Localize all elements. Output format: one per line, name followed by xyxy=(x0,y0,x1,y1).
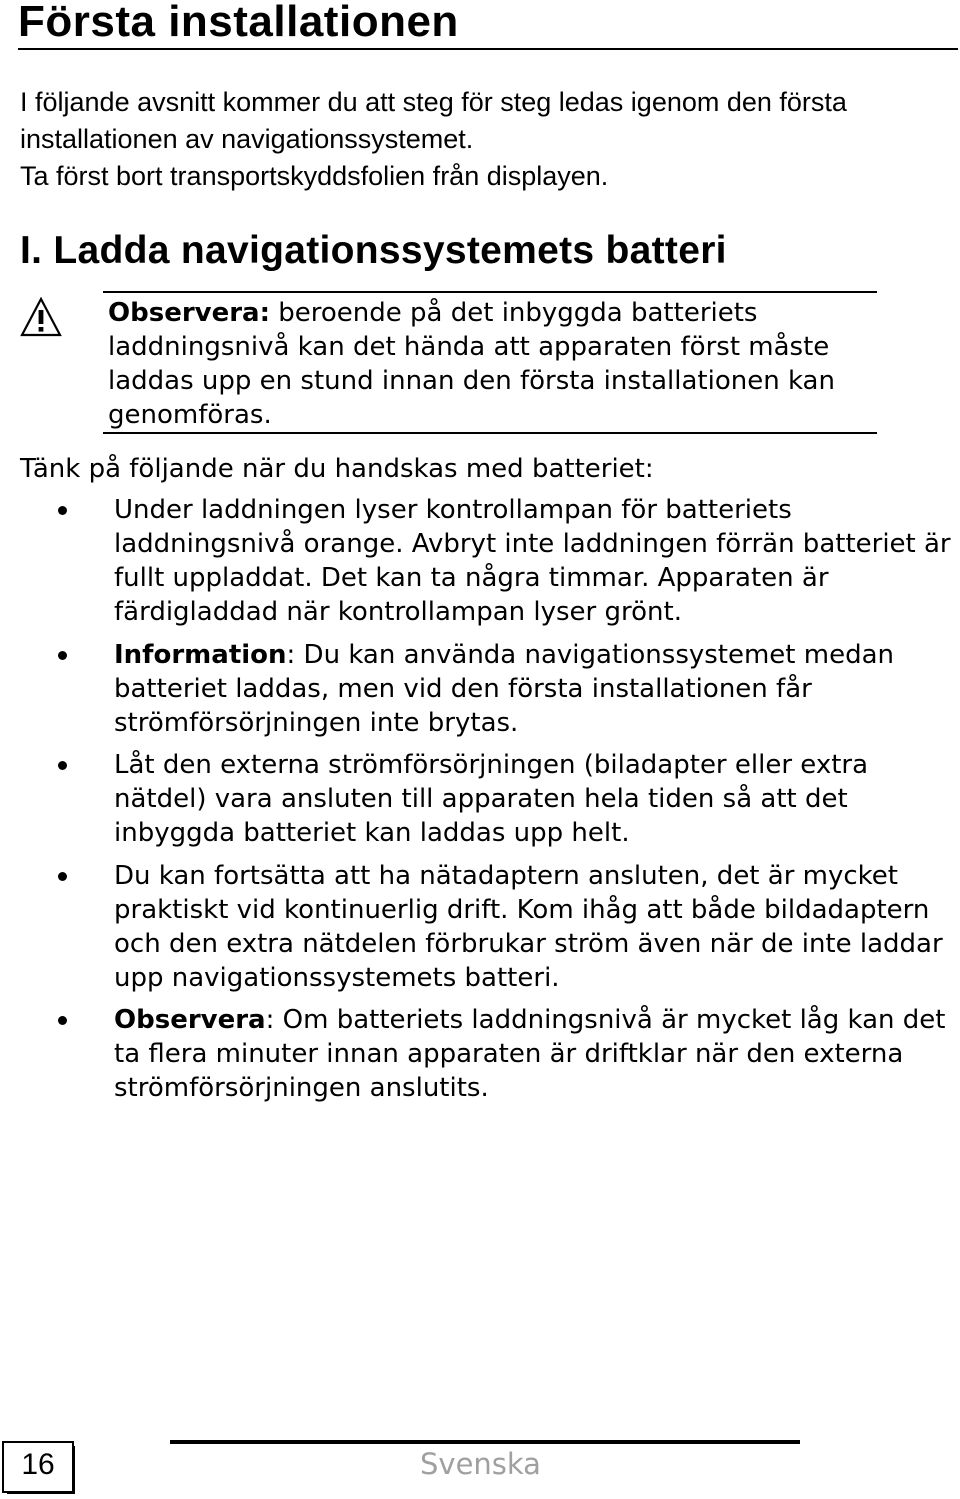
bullet-list xyxy=(0,493,960,1114)
bullet-text: : Om batteriets laddningsnivå är mycket låg kan det ta flera minuter innan apparaten är driftklar när den externa strömförsörjningen anslutits. xyxy=(114,1005,946,1103)
note-label: Observera: xyxy=(108,298,270,328)
bullet-dot xyxy=(58,506,67,515)
intro-text xyxy=(20,84,940,195)
list-item xyxy=(0,493,954,629)
bullet-dot xyxy=(58,761,67,770)
lead-text: Tänk på följande när du handskas med batteriet: xyxy=(20,454,654,484)
warning-icon xyxy=(20,297,62,337)
page-number: 16 xyxy=(21,1448,55,1481)
list-item xyxy=(0,748,954,850)
intro-paragraph: I följande avsnitt kommer du att steg för steg ledas igenom den första installationen av navigationssystemet. xyxy=(20,87,847,154)
title-divider xyxy=(18,48,958,50)
page-title: Första installationen xyxy=(18,0,459,46)
bullet-text: Du kan fortsätta att ha nätadaptern ansluten, det är mycket praktiskt vid kontinuerlig drift. Kom ihåg att både bildadaptern och den extra nätdelen förbrukar ström även när de inte laddar upp navigationssystemets batteri. xyxy=(114,860,943,993)
bullet-dot xyxy=(58,872,67,881)
bullet-label: Observera xyxy=(114,1005,266,1035)
note-body: beroende på det inbyggda batteriets laddningsnivå kan det hända att apparaten först måste laddas upp en stund innan den första installationen kan genomföras. xyxy=(108,298,835,430)
intro-paragraph: Ta först bort transportskyddsfolien från displayen. xyxy=(20,161,609,191)
note-text xyxy=(108,296,868,432)
note-divider-bottom xyxy=(103,432,877,434)
bullet-dot xyxy=(58,651,67,660)
list-item xyxy=(0,859,954,995)
bullet-dot xyxy=(58,1016,67,1025)
section-heading: I. Ladda navigationssystemets batteri xyxy=(20,229,727,272)
bullet-text: : Du kan använda navigationssystemet medan batteriet laddas, men vid den första installationen får strömförsörjningen inte brytas. xyxy=(114,639,895,738)
footer-language: Svenska xyxy=(420,1447,541,1481)
bullet-label: Information xyxy=(114,639,287,670)
list-item xyxy=(0,1003,954,1105)
list-item xyxy=(0,638,954,740)
note-divider-top xyxy=(103,291,877,293)
bullet-text: Låt den externa strömförsörjningen (biladapter eller extra nätdel) vara ansluten till apparaten hela tiden så att det inbyggda batteriet kan laddas upp helt. xyxy=(114,750,869,848)
bullet-text: Under laddningen lyser kontrollampan för batteriets laddningsnivå orange. Avbryt inte laddningen förrän batteriet är fullt uppladdat. Det kan ta några timmar. Apparaten är färdigladdad när kontrollampan lyser grönt. xyxy=(114,495,951,627)
